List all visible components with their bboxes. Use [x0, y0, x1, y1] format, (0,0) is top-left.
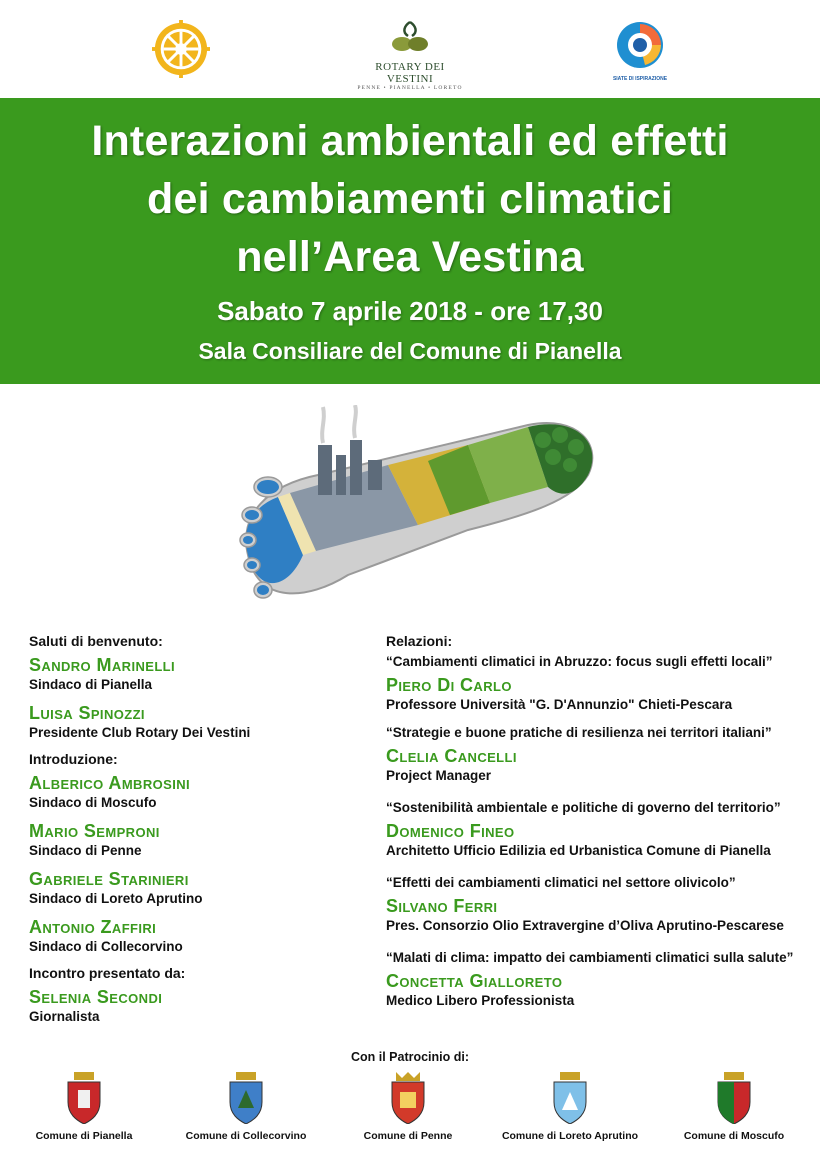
comune-collecorvino [176, 1072, 316, 1142]
speaker-name: Silvano Ferri [386, 896, 498, 916]
vestini-sub: PENNE • PIANELLA • LORETO [357, 85, 463, 91]
speaker-name: Domenico Fineo [386, 821, 515, 841]
comune-name: Comune di Penne [363, 1130, 453, 1142]
talk-title: “Malati di clima: impatto dei cambiamenti climatici sulla salute” [386, 950, 794, 965]
event-venue: Sala Consiliare del Comune di Pianella [198, 338, 622, 364]
speaker-role: Presidente Club Rotary Dei Vestini [29, 725, 251, 740]
speaker-role: Medico Libero Professionista [386, 993, 575, 1008]
speaker-name: Luisa Spinozzi [29, 703, 145, 723]
welcome-label: Saluti di benvenuto: [29, 633, 163, 649]
speaker-name: Piero Di Carlo [386, 675, 512, 695]
title-line-3: nell’Area Vestina [236, 233, 584, 281]
title-banner [0, 98, 820, 384]
speaker-role: Giornalista [29, 1009, 100, 1024]
crest-icon [64, 1072, 104, 1124]
speaker-role: Architetto Ufficio Edilizia ed Urbanistica Comune di Pianella [386, 843, 771, 858]
footprint-illustration [228, 405, 608, 617]
speaker-role: Sindaco di Loreto Aprutino [29, 891, 203, 906]
speaker-role: Professore Università "G. D'Annunzio" Chieti-Pescara [386, 697, 733, 712]
speaker-role: Sindaco di Collecorvino [29, 939, 183, 954]
comune-name: Comune di Collecorvino [185, 1130, 307, 1142]
comune-pianella [14, 1072, 154, 1142]
talk-title: “Sostenibilità ambientale e politiche di governo del territorio” [386, 800, 781, 815]
siate-text: SIATE DI ISPIRAZIONE [612, 76, 668, 82]
speaker-role: Sindaco di Moscufo [29, 795, 157, 810]
talk-title: “Cambiamenti climatici in Abruzzo: focus sugli effetti locali” [386, 654, 773, 669]
speaker-role: Pres. Consorzio Olio Extravergine d’Oliva Aprutino-Pescarese [386, 918, 784, 933]
comune-penne [338, 1072, 478, 1142]
comune-moscufo [664, 1072, 804, 1142]
vestini-name: ROTARY DEI VESTINI [375, 61, 445, 85]
patronage-title: Con il Patrocinio di: [350, 1050, 470, 1064]
speaker-name: Alberico Ambrosini [29, 773, 191, 793]
speaker-name: Clelia Cancelli [386, 746, 517, 766]
crest-icon [714, 1072, 754, 1124]
speaker-name: Sandro Marinelli [29, 655, 176, 675]
crest-icon [388, 1072, 428, 1124]
patronage-logos [0, 1072, 820, 1152]
title-line-2: dei cambiamenti climatici [147, 175, 673, 223]
siate-di-ispirazione-logo [612, 20, 668, 84]
speaker-name: Gabriele Starinieri [29, 869, 189, 889]
speaker-role: Project Manager [386, 768, 492, 783]
speaker-name: Mario Semproni [29, 821, 160, 841]
host-label: Incontro presentato da: [29, 965, 186, 981]
title-line-1: Interazioni ambientali ed effetti [91, 117, 729, 165]
comune-loreto-aprutino [500, 1072, 640, 1142]
speaker-role: Sindaco di Pianella [29, 677, 153, 692]
talk-title: “Strategie e buone pratiche di resilienza nei territori italiani” [386, 725, 772, 740]
comune-name: Comune di Moscufo [683, 1130, 785, 1142]
event-title [0, 112, 820, 286]
rotary-dei-vestini-logo [355, 18, 465, 91]
speaker-name: Concetta Gialloreto [386, 971, 563, 991]
speaker-role: Sindaco di Penne [29, 843, 142, 858]
swirl-icon [615, 20, 665, 70]
event-date: Sabato 7 aprile 2018 - ore 17,30 [217, 296, 603, 326]
talks-label: Relazioni: [386, 633, 453, 649]
crest-icon [550, 1072, 590, 1124]
rotary-wheel-logo [152, 20, 210, 78]
olive-icon [380, 18, 440, 54]
top-logos [0, 0, 820, 98]
speaker-name: Selenia Secondi [29, 987, 163, 1007]
intro-label: Introduzione: [29, 751, 118, 767]
left-column [29, 630, 359, 1026]
comune-name: Comune di Pianella [35, 1130, 133, 1142]
crest-icon [226, 1072, 266, 1124]
comune-name: Comune di Loreto Aprutino [501, 1130, 639, 1142]
speaker-name: Antonio Zaffiri [29, 917, 157, 937]
talk-title: “Effetti dei cambiamenti climatici nel settore olivicolo” [386, 875, 736, 890]
right-column [386, 630, 806, 1010]
